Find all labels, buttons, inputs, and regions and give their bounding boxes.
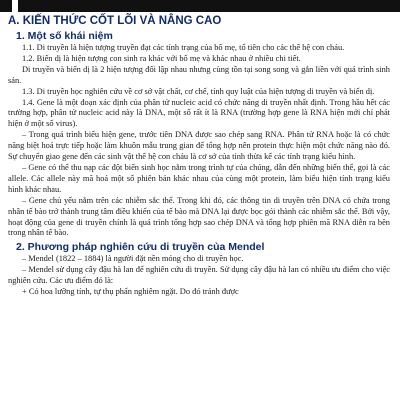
- paragraph-1-4: 1.4. Gene là một đoạn xác định của phân tử nucleic acid có chức năng di truyền nhất định. Trong hầu hết các trường hợp, phân tử nucleic acid này là DNA, một số rất ít là RNA (trường hợp gene là RNA hiện mới chỉ phát hiện ở một số virus).: [8, 97, 390, 129]
- chapter-tab-marker: [12, 0, 18, 12]
- chapter-header-bar: [0, 0, 400, 12]
- section-1-title: 1. Một số khái niệm: [16, 30, 113, 42]
- section-heading-a: A. KIẾN THỨC CỐT LÕI VÀ NÂNG CAO: [8, 15, 222, 27]
- paragraph-gene-expression: – Trong quá trình biểu hiện gene, trước tiên DNA được sao chép sang RNA. Phân tử RNA hoặc là có chức năng biệt hoá trực tiếp hoặc làm khuôn mẫu trung gian để tổng hợp nên protein thực hiện một chức năng nào đó. Sự chuyển giao gene đến các sinh vật thế hệ con cháu là cơ sở của tính thừa kế các tính trạng kiểu hình.: [8, 130, 390, 162]
- paragraph-1-2: 1.2. Biến dị là hiện tượng con sinh ra khác với bố mẹ và khác nhau ở nhiều chi tiết.: [22, 53, 301, 63]
- paragraph-chromosomes: – Gene chủ yếu nằm trên các nhiễm sắc thể. Trong khi đó, các thông tin di truyền trên DNA có chứa trong nhân tế bào trở thành trung tâm điều khiển của tế bào mà DNA lại được bọc gói thành các nhiễm sắc thể. Bởi vậy, hoạt động của gene di truyền chính là quá trình tổng hợp sao chép DNA và tổng hợp phiên mã RNA diễn ra bên trong nhân tế bào.: [8, 195, 390, 238]
- paragraph-alleles: – Gene có thể thu nạp các đột biến sinh học nằm trong trình tự của chúng, dẫn đến những biến thể, gọi là các allele. Các allele này mã hoá một số phiên bản khác nhau của cùng một protein, làm biểu hiện tính trạng kiểu hình khác nhau.: [8, 162, 390, 194]
- paragraph-1-1: 1.1. Di truyền là hiện tượng truyền đạt các tính trạng của bố mẹ, tổ tiên cho các thế hệ con cháu.: [22, 43, 345, 52]
- section-2-title: 2. Phương pháp nghiên cứu di truyền của Mendel: [16, 241, 265, 254]
- paragraph-advantage-1: + Có hoa lưỡng tính, tự thụ phấn nghiêm ngặt. Do đó tránh được: [22, 287, 239, 297]
- paragraph-1-3: 1.3. Di truyền học nghiên cứu về cơ sở vật chất, cơ chế, tính quy luật của hiện tượng di truyền và biến dị.: [22, 86, 375, 96]
- paragraph-pea-plant: – Mendel sử dụng cây đậu hà lan để nghiên cứu di truyền. Sử dụng cây đậu hà lan có nhiều ưu điểm cho việc nghiên cứu. Các ưu điểm đó là:: [8, 265, 390, 286]
- document-page: [0, 14, 400, 298]
- paragraph-heredity-variation: Di truyền và biến dị là 2 hiện tượng đối lập nhau nhưng cùng tồn tại song song và gắn liền với quá trình sinh sản.: [8, 64, 390, 85]
- paragraph-mendel: – Mendel (1822 – 1884) là người đặt nền móng cho di truyền học.: [22, 254, 244, 264]
